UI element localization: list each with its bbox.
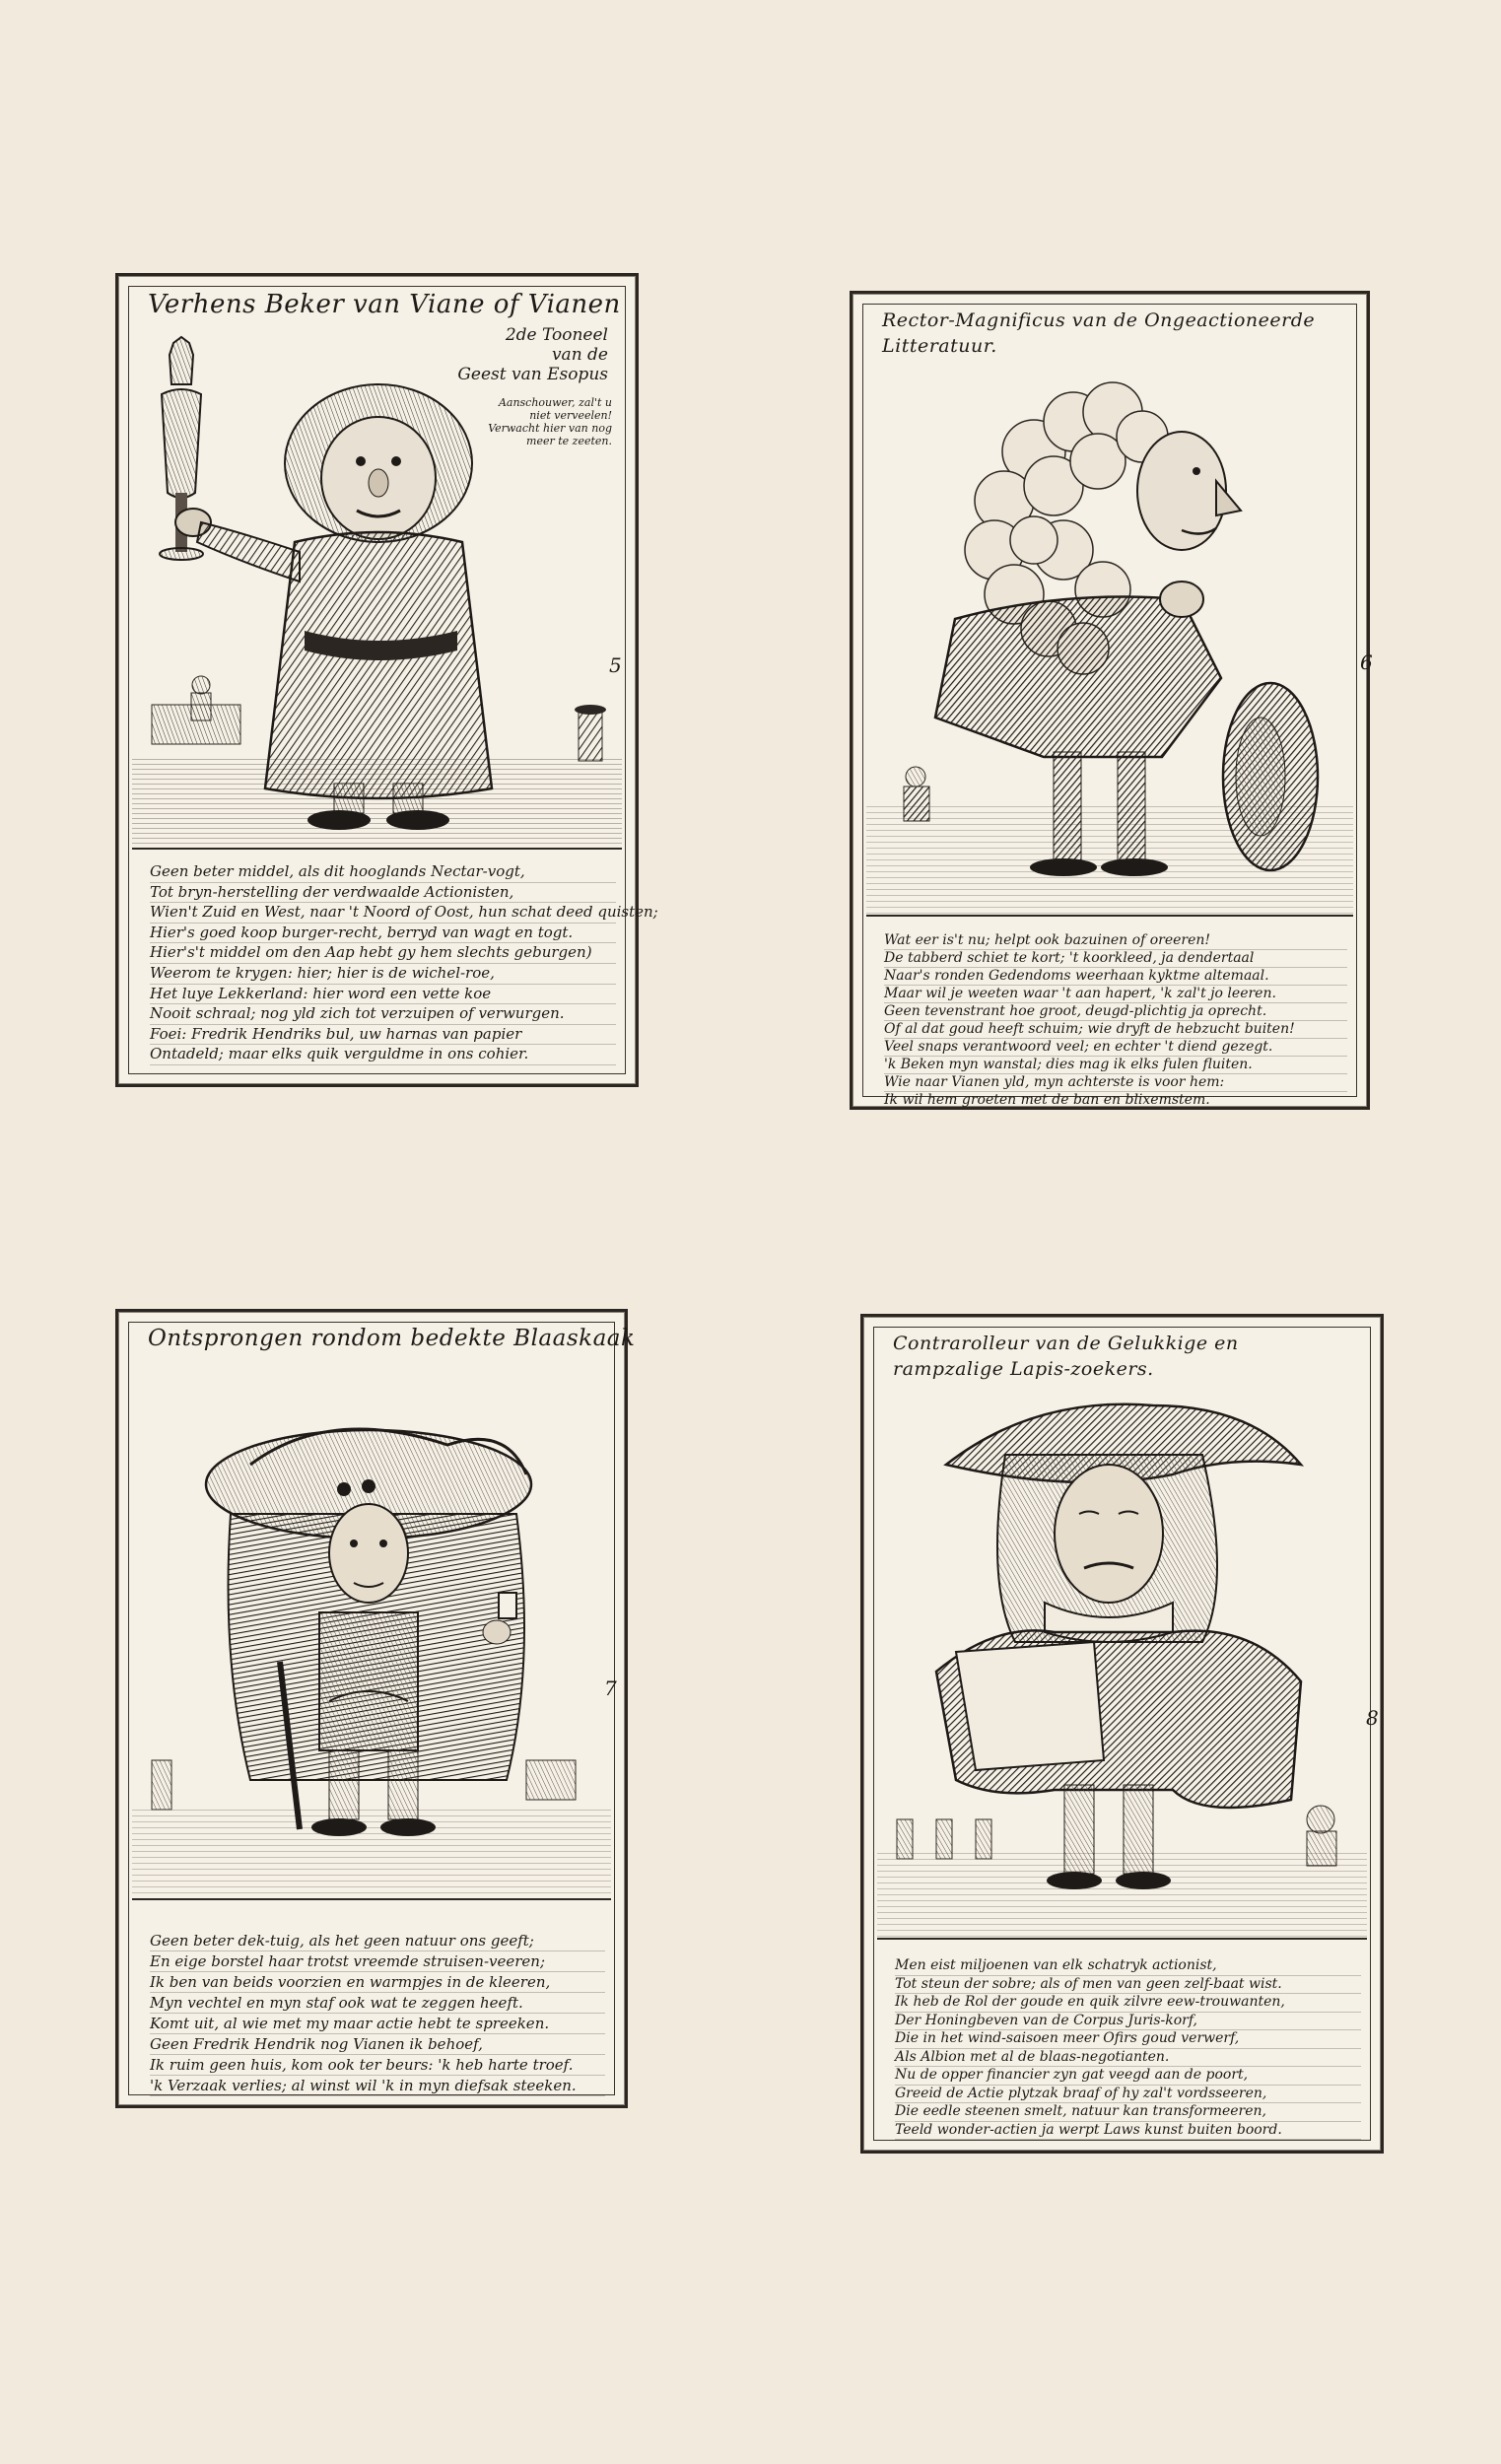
title-line: rampzalige Lapis-zoekers. [893, 1358, 1154, 1380]
plate-number: 6 [1360, 650, 1373, 674]
plate-title: Rector-Magnificus van de Ongeactioneerde Litteratuur. [882, 309, 1316, 357]
subnote-line: meer te zeeten. [526, 435, 612, 447]
verse-line: Ik ben van beids voorzien en warmpjes in de kleeren, [150, 1972, 605, 1993]
plate-title: Ontsprongen rondom bedekte Blaaskaak [148, 1326, 636, 1351]
divider-line [877, 1938, 1367, 1940]
print-plate-7 [115, 1309, 636, 2108]
verse-line: Der Honingbeven van de Corpus Juris-korf, [895, 2013, 1361, 2031]
verse-line: Wie naar Vianen yld, myn achterste is voor hem: [884, 1074, 1347, 1092]
verse-line: En eige borstel haar trotst vreemde struisen-veeren; [150, 1951, 605, 1972]
verse-line: Geen tevenstrant hoe groot, deugd-plichtig ja oprecht. [884, 1003, 1347, 1021]
verse-text [895, 1957, 1361, 2140]
plate-number: 5 [609, 653, 622, 677]
verse-line: De tabberd schiet te kort; 't koorkleed, ja dendertaal [884, 950, 1347, 968]
verse-line: Nu de opper financier zyn gat veegd aan de poort, [895, 2067, 1361, 2086]
plate-title: Verhens Beker van Viane of Vianen [148, 290, 621, 319]
subtitle-line: 2de Tooneel [505, 325, 608, 345]
verse-text [150, 1931, 605, 2096]
verse-line: Hier's't middel om den Aap hebt gy hem slechts geburgen) [150, 943, 616, 964]
print-plate-5 [115, 273, 658, 1087]
plate-title [893, 1331, 1361, 1382]
verse-line: Of al dat goud heeft schuim; wie dryft de hebzucht buiten! [884, 1021, 1347, 1039]
verse-line: Foei: Fredrik Hendriks bul, uw harnas van papier [150, 1025, 616, 1046]
verse-line: Maar wil je weeten waar 't aan hapert, 'k zal't jo leeren. [884, 986, 1347, 1003]
verse-line: Naar's ronden Gedendoms weerhaan kyktme altemaal. [884, 968, 1347, 986]
subtitle-line: van de [551, 345, 608, 365]
verse-line: Hier's goed koop burger-recht, berryd van wagt en togt. [150, 924, 616, 944]
verse-line: Die in het wind-saisoen meer Ofirs goud verwerf, [895, 2030, 1361, 2049]
engraving-figure [132, 335, 622, 848]
plate-number: 8 [1366, 1706, 1379, 1730]
divider-line [132, 1898, 611, 1900]
engraving-figure [877, 1386, 1367, 1938]
engraving-figure [132, 1366, 611, 1898]
plate-number: 7 [604, 1677, 617, 1700]
verse-text [884, 932, 1347, 1110]
verse-line: Komt uit, al wie met my maar actie hebt te spreeken. [150, 2014, 605, 2034]
subtitle-line: Geest van Esopus [457, 365, 608, 384]
verse-line: Tot bryn-herstelling der verdwaalde Actionisten, [150, 883, 616, 904]
verse-line: Ik ruim geen huis, kom ook ter beurs: 'k heb harte troef. [150, 2055, 605, 2076]
verse-line: Myn vechtel en myn staf ook wat te zeggen heeft. [150, 1993, 605, 2014]
engraving-figure [866, 363, 1353, 915]
subnote-line: Verwacht hier van nog [488, 422, 612, 435]
print-plate-6 [850, 291, 1373, 1110]
subnote-line: Aanschouwer, zal't u [498, 396, 612, 409]
verse-line: Geen Fredrik Hendrik nog Vianen ik behoef, [150, 2034, 605, 2055]
verse-line: Ik heb de Rol der goude en quik zilvre eew-trouwanten, [895, 1994, 1361, 2013]
verse-line: Het luye Lekkerland: hier word een vette koe [150, 985, 616, 1005]
verse-line: Geen beter middel, als dit hooglands Nectar-vogt, [150, 862, 616, 883]
verse-line: 'k Beken myn wanstal; dies mag ik elks fulen fluiten. [884, 1057, 1347, 1074]
verse-line: Ontadeld; maar elks quik verguldme in ons cohier. [150, 1045, 616, 1065]
verse-line: Greeid de Actie plytzak braaf of hy zal't vordsseeren, [895, 2086, 1361, 2104]
verse-line: Ik wil hem groeten met de ban en blixemstem. [884, 1092, 1347, 1110]
divider-line [132, 848, 622, 850]
verse-line: Veel snaps verantwoord veel; en echter 't diend gezegt. [884, 1039, 1347, 1057]
verse-line: Weerom te krygen: hier; hier is de wichel-roe, [150, 964, 616, 985]
title-line: Contrarolleur van de Gelukkige en [893, 1333, 1239, 1354]
verse-line: Die eedle steenen smelt, natuur kan transformeeren, [895, 2103, 1361, 2122]
verse-line: 'k Verzaak verlies; al winst wil 'k in myn diefsak steeken. [150, 2076, 605, 2096]
verse-line: Wien't Zuid en West, naar 't Noord of Oost, hun schat deed quisten; [150, 903, 616, 924]
verse-line: Wat eer is't nu; helpt ook bazuinen of oreeren! [884, 932, 1347, 950]
verse-line: Als Albion met al de blaas-negotianten. [895, 2049, 1361, 2068]
verse-line: Tot steun der sobre; als of men van geen zelf-baat wist. [895, 1976, 1361, 1995]
verse-line: Geen beter dek-tuig, als het geen natuur ons geeft; [150, 1931, 605, 1951]
subnote-line: niet verveelen! [529, 409, 612, 422]
print-plate-8 [860, 1314, 1384, 2154]
verse-text [150, 862, 658, 1065]
divider-line [866, 915, 1353, 917]
verse-line: Teeld wonder-actien ja werpt Laws kunst buiten boord. [895, 2122, 1361, 2141]
verse-line: Nooit schraal; nog yld zich tot verzuipen of verwurgen. [150, 1004, 616, 1025]
verse-line: Men eist miljoenen van elk schatryk actionist, [895, 1957, 1361, 1976]
